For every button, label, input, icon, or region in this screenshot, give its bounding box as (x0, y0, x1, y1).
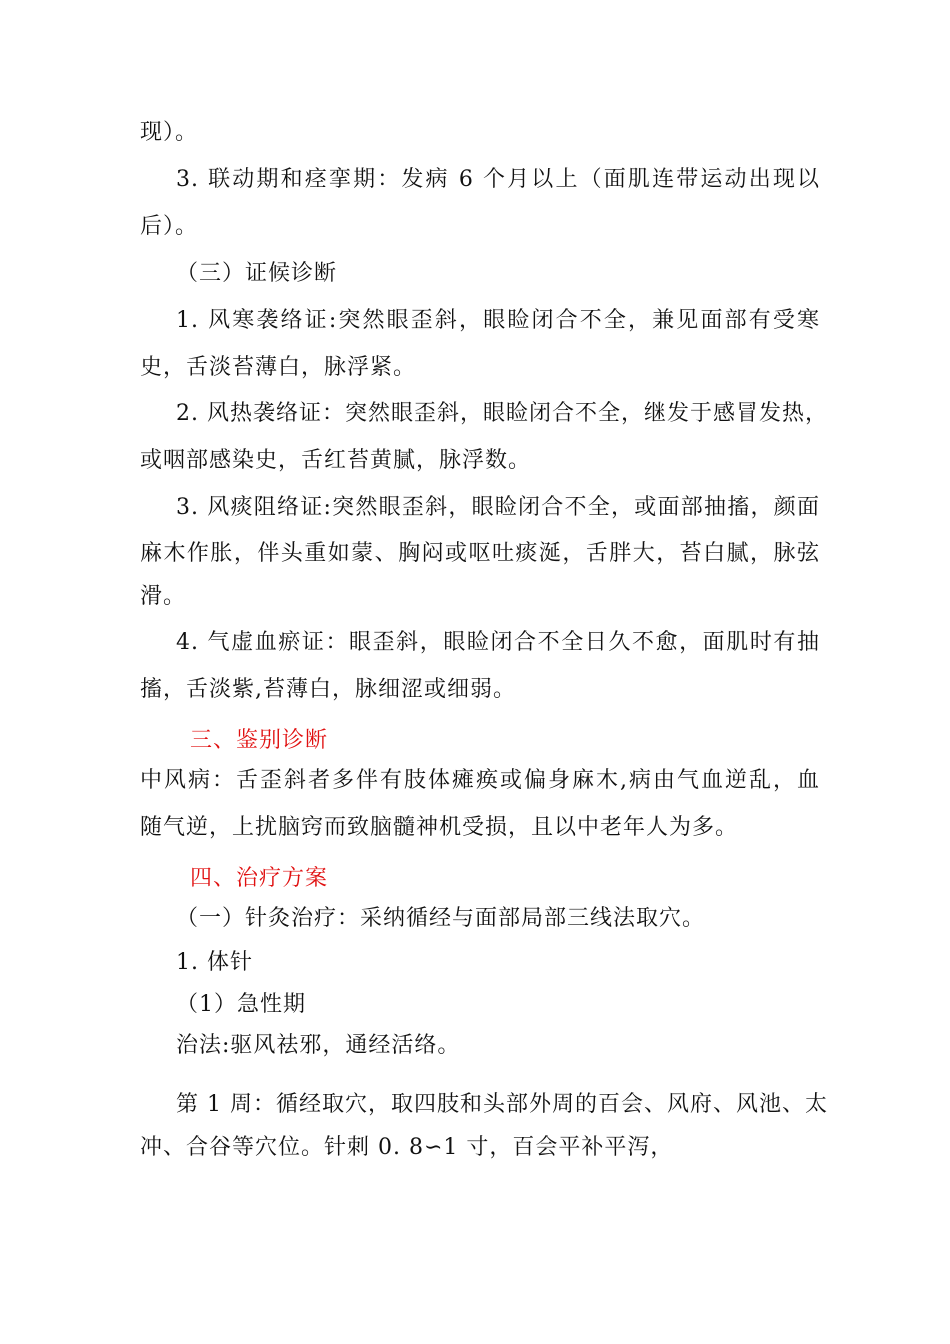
text-line: 中风病：舌歪斜者多伴有肢体瘫痪或偏身麻木,病由气血逆乱，血 (140, 768, 820, 793)
text-line: 或咽部感染史，舌红苔黄腻，脉浮数。 (140, 448, 532, 473)
text-line: 滑。 (140, 584, 187, 609)
text-line: 现）。 (140, 120, 199, 145)
text-line: 史，舌淡苔薄白，脉浮紧。 (140, 355, 417, 380)
section-heading-treatment-plan: 四、治疗方案 (190, 866, 329, 891)
text-line: 随气逆，上扰脑窍而致脑髓神机受损，且以中老年人为多。 (140, 815, 739, 840)
section-heading-differential-diagnosis: 三、鉴别诊断 (190, 728, 329, 753)
text-line: 搐，舌淡紫,苔薄白，脉细涩或细弱。 (140, 677, 516, 702)
section-heading-syndrome-diagnosis: （三）证候诊断 (176, 261, 338, 286)
text-line: 治法:驱风祛邪，通经活络。 (176, 1033, 461, 1058)
text-line-week-1: 第 1 周：循经取穴，取四肢和头部外周的百会、风府、风池、太 (176, 1092, 828, 1117)
list-item-syndrome-2: 2. 风热袭络证：突然眼歪斜，眼睑闭合不全，继发于感冒发热， (176, 401, 828, 426)
subsection-heading-acute-phase: （1）急性期 (176, 992, 306, 1017)
list-item-syndrome-4: 4. 气虚血瘀证：眼歪斜，眼睑闭合不全日久不愈，面肌时有抽 (176, 630, 820, 655)
text-line: 后）。 (140, 214, 199, 239)
subsection-heading-body-needle: 1. 体针 (176, 950, 253, 975)
subsection-heading-acupuncture: （一）针灸治疗：采纳循经与面部局部三线法取穴。 (176, 906, 706, 931)
list-item-syndrome-3: 3. 风痰阻络证:突然眼歪斜，眼睑闭合不全，或面部抽搐，颜面 (176, 495, 820, 520)
list-item-syndrome-1: 1. 风寒袭络证:突然眼歪斜，眼睑闭合不全，兼见面部有受寒 (176, 308, 820, 333)
text-line: 冲、合谷等穴位。针刺 0. 8∽1 寸，百会平补平泻， (140, 1135, 674, 1160)
list-item-stage-3: 3. 联动期和痉挛期：发病 6 个月以上（面肌连带运动出现以 (176, 167, 820, 192)
text-line: 麻木作胀，伴头重如蒙、胸闷或呕吐痰涎，舌胖大，苔白腻，脉弦 (140, 541, 820, 566)
